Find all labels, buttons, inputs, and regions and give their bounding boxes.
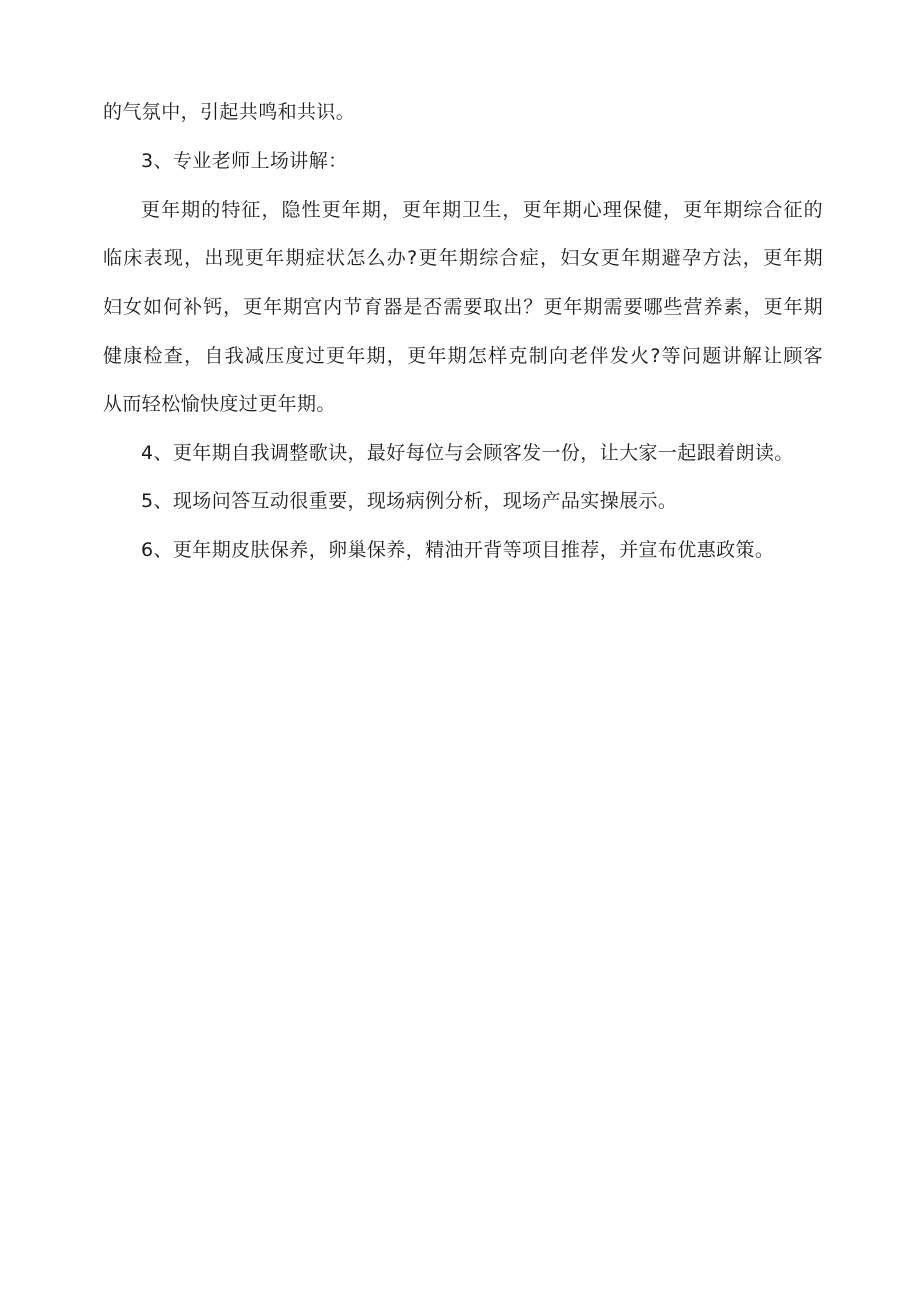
paragraph-line-5: 从而轻松愉快度过更年期。 xyxy=(103,393,336,415)
list-item-6: 6、更年期皮肤保养，卵巢保养，精油开背等项目推荐，并宣布优惠政策。 xyxy=(141,539,775,561)
paragraph-line-3: 妇女如何补钙，更年期宫内节育器是否需要取出？更年期需要哪些营养素，更年期 xyxy=(103,296,823,318)
list-item-3-heading: 3、专业老师上场讲解： xyxy=(141,150,348,172)
paragraph-line-4: 健康检查，自我减压度过更年期，更年期怎样克制向老伴发火?等问题讲解让顾客 xyxy=(103,345,823,367)
list-item-4: 4、更年期自我调整歌诀，最好每位与会顾客发一份，让大家一起跟着朗读。 xyxy=(141,442,794,464)
list-item-5: 5、现场问答互动很重要，现场病例分析，现场产品实操展示。 xyxy=(141,490,678,512)
paragraph-line-1: 更年期的特征，隐性更年期，更年期卫生，更年期心理保健，更年期综合征的 xyxy=(141,199,823,221)
paragraph-continuation-line: 的气氛中，引起共鸣和共识。 xyxy=(103,101,356,123)
paragraph-line-2: 临床表现，出现更年期症状怎么办?更年期综合症，妇女更年期避孕方法，更年期 xyxy=(103,247,823,269)
